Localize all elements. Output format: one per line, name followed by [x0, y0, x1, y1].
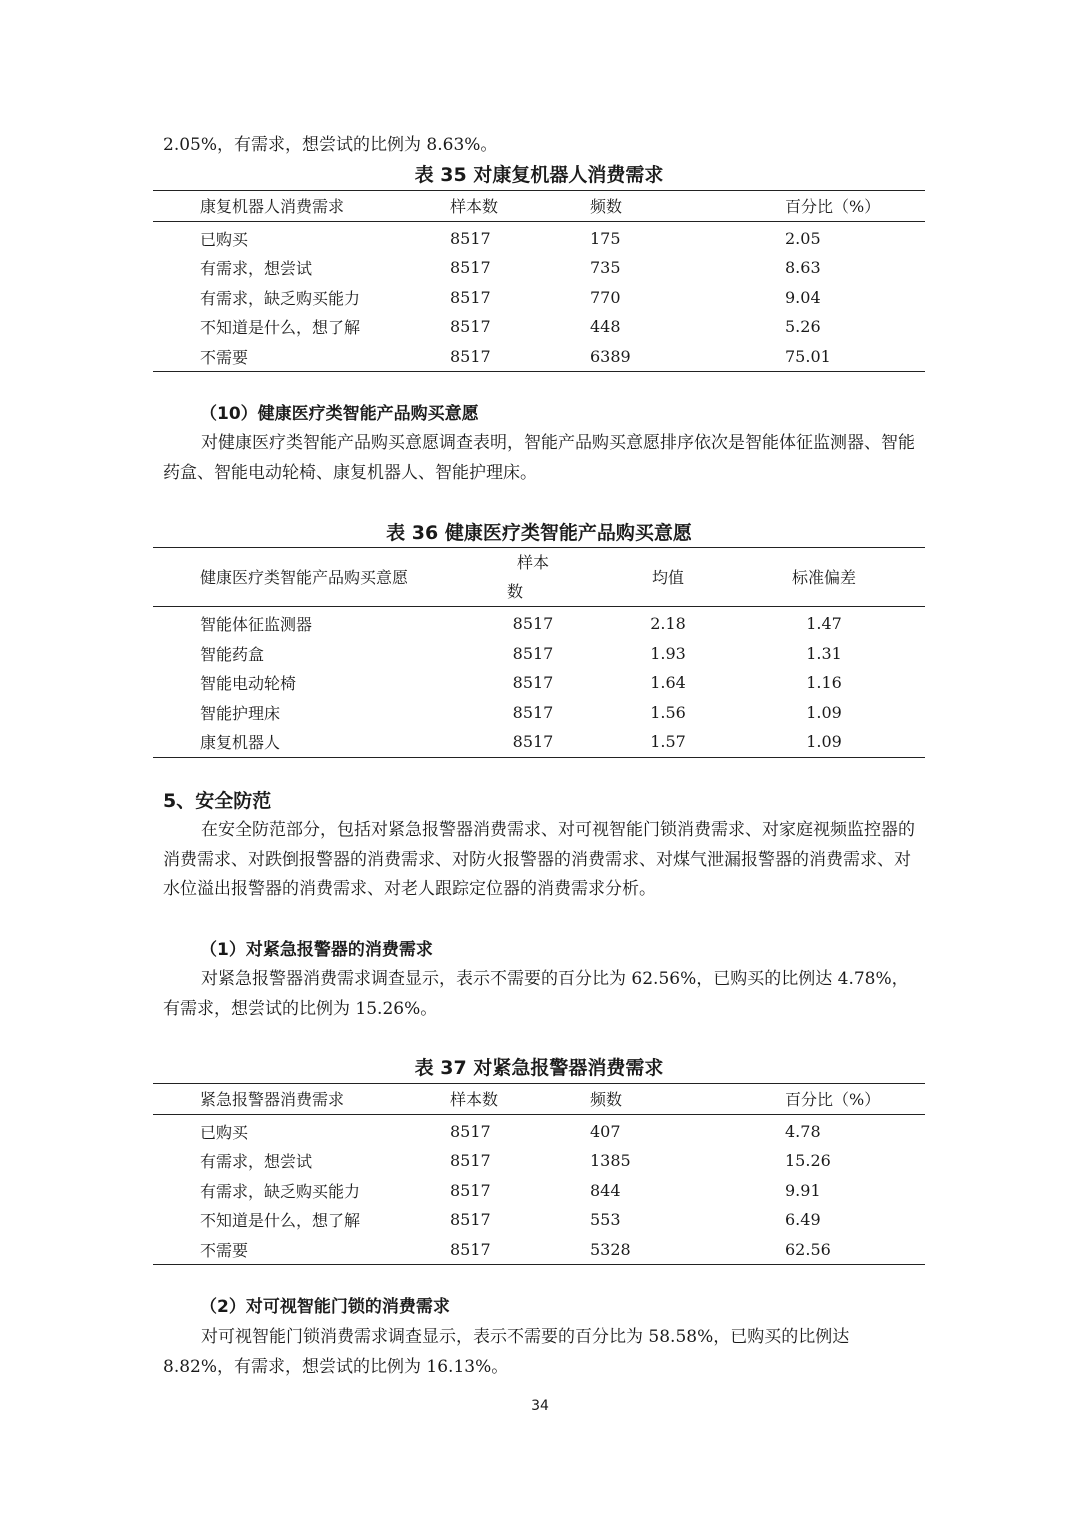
table-cell: 已购买 [200, 229, 249, 249]
table-cell: 2.18 [650, 614, 686, 634]
table-cell: 844 [590, 1180, 621, 1200]
table-cell: 8517 [450, 1121, 491, 1141]
section10-heading: （10）健康医疗类智能产品购买意愿 [200, 404, 479, 424]
table-cell: 智能电动轮椅 [200, 674, 297, 694]
table-row [153, 668, 925, 698]
table-cell: 1.57 [650, 732, 686, 752]
section10-body: 对健康医疗类智能产品购买意愿调查表明，智能产品购买意愿排序依次是智能体征监测器、智能药盒、智能电动轮椅、康复机器人、智能护理床。 [163, 433, 915, 483]
table-cell: 175 [590, 228, 621, 248]
table-cell: 1.09 [806, 732, 842, 752]
column-header: 紧急报警器消费需求 [200, 1090, 345, 1110]
sub2-body: 对可视智能门锁消费需求调查显示，表示不需要的百分比为 58.58%，已购买的比例达 8.82%，有需求，想尝试的比例为 16.13%。 [163, 1327, 850, 1377]
table-cell: 有需求，缺乏购买能力 [200, 288, 361, 308]
table-cell: 8517 [450, 287, 491, 307]
table-row [153, 698, 925, 728]
table-cell: 9.04 [785, 287, 821, 307]
table-cell: 已购买 [200, 1122, 249, 1142]
table-cell: 1.31 [806, 643, 842, 663]
table-row [153, 1205, 925, 1235]
table-header-row [153, 1084, 925, 1115]
table36-caption: 表 36 健康医疗类智能产品购买意愿 [386, 522, 692, 544]
page-number: 34 [531, 1398, 549, 1414]
table-cell: 75.01 [785, 346, 831, 366]
table-row [153, 727, 925, 757]
table-row [153, 342, 925, 372]
table-cell: 有需求，缺乏购买能力 [200, 1181, 361, 1201]
table-cell: 8517 [512, 614, 554, 634]
table-row [153, 221, 925, 253]
table-cell: 8.63 [785, 258, 821, 278]
table35 [153, 190, 925, 372]
table-cell: 康复机器人 [200, 733, 281, 753]
table-header-row [153, 548, 925, 607]
table-cell: 553 [590, 1210, 621, 1230]
table-cell: 448 [590, 317, 621, 337]
header-text-line: 样本 [516, 553, 549, 572]
table-cell: 5328 [590, 1239, 631, 1259]
table-cell: 1.09 [806, 702, 842, 722]
sub1-body: 对紧急报警器消费需求调查显示，表示不需要的百分比为 62.56%，已购买的比例达 4.78%，有需求，想尝试的比例为 15.26%。 [163, 969, 909, 1019]
table-cell: 15.26 [785, 1151, 831, 1171]
table-cell: 8517 [512, 702, 554, 722]
table-cell: 9.91 [785, 1180, 821, 1200]
column-header: 样本数 [450, 1090, 499, 1110]
table-cell: 8517 [512, 732, 554, 752]
table-cell: 2.05 [785, 228, 821, 248]
table-cell: 8517 [450, 1239, 491, 1259]
table-cell: 不需要 [200, 347, 249, 367]
table-cell: 1385 [590, 1151, 631, 1171]
table-cell: 智能药盒 [200, 644, 265, 664]
table-cell: 8517 [450, 1210, 491, 1230]
column-header: 健康医疗类智能产品购买意愿 [200, 567, 409, 587]
column-header: 康复机器人消费需求 [200, 197, 345, 217]
sub2-heading: （2）对可视智能门锁的消费需求 [200, 1297, 450, 1317]
table-cell: 8517 [512, 643, 554, 663]
table-cell: 不知道是什么，想了解 [200, 1211, 361, 1231]
table-cell: 8517 [512, 673, 554, 693]
section5-body: 在安全防范部分，包括对紧急报警器消费需求、对可视智能门锁消费需求、对家庭视频监控器的消费需求、对跌倒报警器的消费需求、对防火报警器的消费需求、对煤气泄漏报警器的消费需求、对水位溢出报警器的消费需求、对老人跟踪定位器的消费需求分析。 [163, 820, 915, 899]
table-row [153, 607, 925, 639]
table-row [153, 283, 925, 313]
table-cell: 有需求，想尝试 [200, 259, 313, 279]
table-cell: 1.64 [650, 673, 686, 693]
table-cell: 8517 [450, 258, 491, 278]
column-header: 百分比（%） [785, 197, 881, 217]
table-cell: 6389 [590, 346, 631, 366]
table-cell: 不需要 [200, 1240, 249, 1260]
section5-heading: 5、安全防范 [163, 790, 272, 812]
table-cell: 1.93 [650, 643, 686, 663]
table-cell: 4.78 [785, 1121, 821, 1141]
table-cell: 智能体征监测器 [200, 615, 313, 635]
table-cell: 62.56 [785, 1239, 831, 1259]
column-header: 样本数 [450, 197, 499, 217]
column-header-sample [453, 548, 613, 607]
table-cell: 407 [590, 1121, 621, 1141]
table-header-row [153, 191, 925, 222]
table-cell: 8517 [450, 1180, 491, 1200]
table-cell: 5.26 [785, 317, 821, 337]
table-row [153, 1114, 925, 1146]
table-cell: 8517 [450, 228, 491, 248]
table-cell: 6.49 [785, 1210, 821, 1230]
table-row [153, 1176, 925, 1206]
table-cell: 智能护理床 [200, 703, 281, 723]
table-row [153, 1235, 925, 1265]
table-cell: 1.56 [650, 702, 686, 722]
table-row [153, 312, 925, 342]
table-cell: 1.16 [806, 673, 842, 693]
column-header: 频数 [590, 197, 623, 217]
column-header: 标准偏差 [791, 567, 856, 587]
table37 [153, 1083, 925, 1265]
table37-caption: 表 37 对紧急报警器消费需求 [414, 1057, 664, 1079]
table-cell: 8517 [450, 1151, 491, 1171]
table-cell: 不知道是什么，想了解 [200, 318, 361, 338]
column-header: 频数 [590, 1090, 623, 1110]
table-cell: 1.47 [806, 614, 842, 634]
table-row [153, 253, 925, 283]
table-row [153, 639, 925, 669]
column-header: 均值 [651, 567, 684, 587]
table36 [153, 547, 925, 758]
table-cell: 735 [590, 258, 621, 278]
table-cell: 8517 [450, 317, 491, 337]
table-row [153, 1146, 925, 1176]
table-cell: 770 [590, 287, 621, 307]
column-header: 百分比（%） [785, 1090, 881, 1110]
header-text-line: 数 [506, 582, 523, 601]
sub1-heading: （1）对紧急报警器的消费需求 [200, 940, 433, 960]
intro-paragraph-tail: 2.05%，有需求，想尝试的比例为 8.63%。 [163, 135, 498, 155]
table-cell: 有需求，想尝试 [200, 1152, 313, 1172]
table35-caption: 表 35 对康复机器人消费需求 [414, 164, 664, 186]
table-cell: 8517 [450, 346, 491, 366]
